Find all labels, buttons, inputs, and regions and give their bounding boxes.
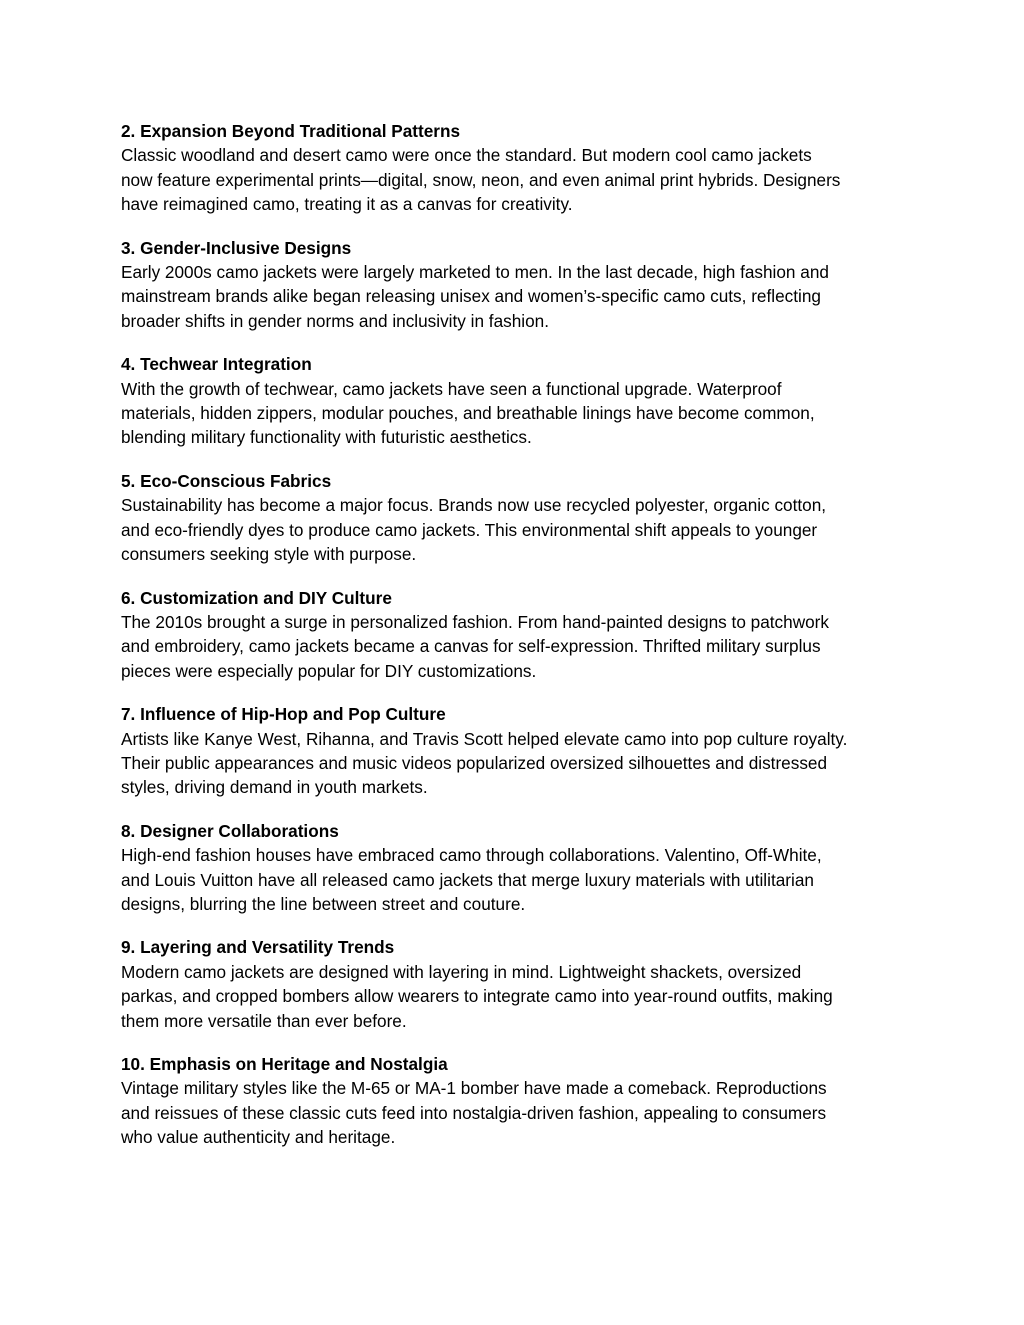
section-paragraph: [121, 1076, 911, 1149]
paragraph-line: and Louis Vuitton have all released camo jackets that merge luxury materials with utilitarian: [121, 869, 814, 890]
paragraph-line: broader shifts in gender norms and inclusivity in fashion.: [121, 310, 550, 331]
paragraph-line: who value authenticity and heritage.: [121, 1127, 396, 1148]
section-heading: 3. Gender-Inclusive Designs: [121, 237, 352, 258]
paragraph-line: blending military functionality with futuristic aesthetics.: [121, 427, 532, 448]
paragraph-line: parkas, and cropped bombers allow wearers to integrate camo into year-round outfits, making: [121, 986, 833, 1007]
section-paragraph: [121, 610, 911, 683]
paragraph-line: and reissues of these classic cuts feed into nostalgia-driven fashion, appealing to consumers: [121, 1102, 827, 1123]
paragraph-line: styles, driving demand in youth markets.: [121, 777, 428, 798]
paragraph-line: materials, hidden zippers, modular pouches, and breathable linings have become common,: [121, 403, 815, 424]
paragraph-line: Artists like Kanye West, Rihanna, and Travis Scott helped elevate camo into pop culture royalty.: [121, 728, 848, 749]
section-expansion-patterns: [121, 119, 911, 217]
paragraph-line: and embroidery, camo jackets became a canvas for self-expression. Thrifted military surplus: [121, 636, 821, 657]
section-heading: 6. Customization and DIY Culture: [121, 587, 392, 608]
section-paragraph: [121, 960, 911, 1033]
paragraph-line: Modern camo jackets are designed with layering in mind. Lightweight shackets, oversized: [121, 961, 802, 982]
paragraph-line: and eco-friendly dyes to produce camo jackets. This environmental shift appeals to younger: [121, 519, 818, 540]
paragraph-line: consumers seeking style with purpose.: [121, 544, 417, 565]
section-paragraph: [121, 727, 911, 800]
section-customization: [121, 586, 911, 684]
paragraph-line: Vintage military styles like the M-65 or MA-1 bomber have made a comeback. Reproductions: [121, 1078, 827, 1099]
paragraph-line: Classic woodland and desert camo were once the standard. But modern cool camo jackets: [121, 145, 812, 166]
paragraph-line: High-end fashion houses have embraced camo through collaborations. Valentino, Off-White,: [121, 845, 822, 866]
section-gender-inclusive: [121, 236, 911, 334]
section-heading: 4. Techwear Integration: [121, 354, 312, 375]
section-heading: 7. Influence of Hip-Hop and Pop Culture: [121, 704, 446, 725]
paragraph-line: mainstream brands alike began releasing unisex and women’s-specific camo cuts, reflecting: [121, 286, 821, 307]
paragraph-line: The 2010s brought a surge in personalized fashion. From hand-painted designs to patchwork: [121, 611, 829, 632]
section-paragraph: [121, 143, 911, 216]
section-hip-hop: [121, 702, 911, 800]
section-paragraph: [121, 493, 911, 566]
paragraph-line: now feature experimental prints—digital, snow, neon, and even animal print hybrids. Designers: [121, 169, 841, 190]
paragraph-line: Their public appearances and music videos popularized oversized silhouettes and distressed: [121, 752, 828, 773]
document-page: [121, 119, 911, 1169]
paragraph-line: them more versatile than ever before.: [121, 1010, 407, 1031]
section-paragraph: [121, 260, 911, 333]
section-heritage: [121, 1052, 911, 1150]
paragraph-line: Sustainability has become a major focus. Brands now use recycled polyester, organic cotton,: [121, 495, 827, 516]
section-heading: 9. Layering and Versatility Trends: [121, 937, 395, 958]
section-paragraph: [121, 843, 911, 916]
section-heading: 5. Eco-Conscious Fabrics: [121, 470, 332, 491]
section-paragraph: [121, 377, 911, 450]
paragraph-line: With the growth of techwear, camo jackets have seen a functional upgrade. Waterproof: [121, 378, 782, 399]
paragraph-line: Early 2000s camo jackets were largely marketed to men. In the last decade, high fashion and: [121, 262, 829, 283]
section-heading: 2. Expansion Beyond Traditional Patterns: [121, 121, 461, 141]
section-heading: 10. Emphasis on Heritage and Nostalgia: [121, 1054, 448, 1074]
section-eco-fabrics: [121, 469, 911, 567]
paragraph-line: designs, blurring the line between street and couture.: [121, 893, 526, 914]
paragraph-line: have reimagined camo, treating it as a canvas for creativity.: [121, 194, 573, 215]
section-layering: [121, 935, 911, 1033]
paragraph-line: pieces were especially popular for DIY customizations.: [121, 660, 537, 681]
section-heading: 8. Designer Collaborations: [121, 820, 339, 841]
section-techwear: [121, 352, 911, 450]
section-designer-collabs: [121, 819, 911, 917]
